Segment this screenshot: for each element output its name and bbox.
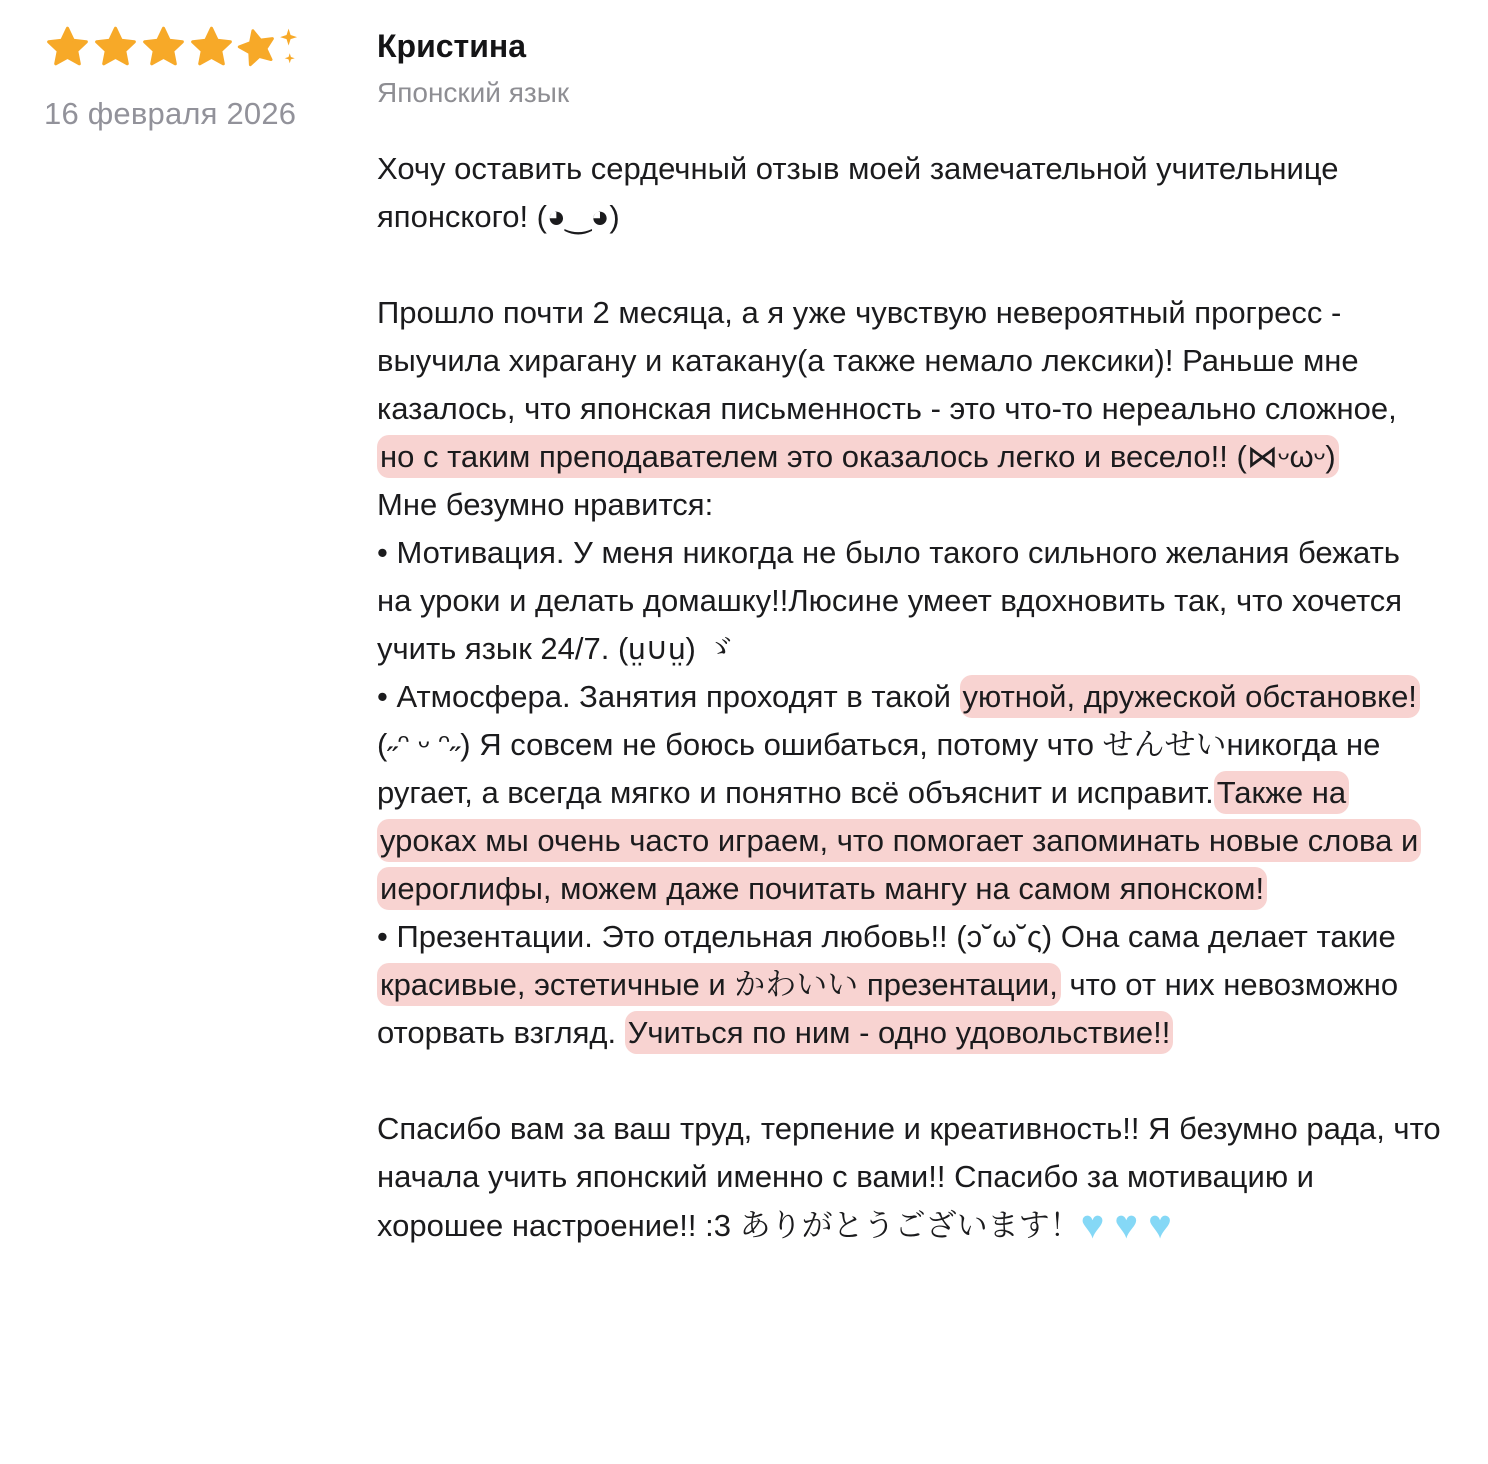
review-body <box>377 145 1442 1250</box>
review-text: • Мотивация. У меня никогда не было такого сильного желания бежать на уроки и делать домашку!!Люсине умеет вдохновить так, что хочется учить язык 24/7. (ṳ∪ṳ) ゞ <box>377 535 1403 666</box>
review-text: (˶ᵔ ᵕ ᵔ˶) Я совсем не боюсь ошибаться, потому что せんせいникогда не ругает, а всегда мягко и понятно всё объяснит и исправит. <box>377 727 1381 810</box>
review-meta-column <box>44 24 377 1250</box>
review-text: Хочу оставить сердечный отзыв моей замечательной учительнице японского! (◕‿◕) <box>377 151 1339 234</box>
review-content-column <box>377 24 1442 1250</box>
review-paragraph <box>377 1105 1442 1250</box>
review-paragraph <box>377 529 1442 673</box>
review-text: • Атмосфера. Занятия проходят в такой <box>377 679 960 714</box>
review-paragraph <box>377 673 1442 913</box>
review-paragraph <box>377 481 1442 529</box>
star-icon <box>140 24 187 71</box>
review-text: • Презентации. Это отдельная любовь!! (ɔ˘ω˘ς) Она сама делает такие <box>377 919 1396 954</box>
review-text: что от них невозможно оторвать взгляд. <box>377 967 1399 1050</box>
sparkle-star-icon <box>236 24 300 74</box>
star-icon <box>92 24 139 71</box>
star-rating <box>44 24 377 74</box>
highlighted-text: Учиться по ним - одно удовольствие!! <box>625 1011 1174 1054</box>
review-text: Прошло почти 2 месяца, а я уже чувствую невероятный прогресс - выучила хирагану и катакану(а также немало лексики)! Раньше мне казалось, что японская письменность - это что-то нереально сложное, <box>377 295 1397 426</box>
review-date: 16 февраля 2026 <box>44 96 297 131</box>
highlighted-text: но с таким преподавателем это оказалось легко и весело!! (⋈ᵕωᵕ) <box>377 435 1339 478</box>
review-subject: Японский язык <box>377 77 570 108</box>
star-icon <box>188 24 235 71</box>
highlighted-text: уютной, дружеской обстановке! <box>960 675 1420 718</box>
review-text: Мне безумно нравится: <box>377 487 714 522</box>
review-paragraph <box>377 289 1442 481</box>
review-paragraph <box>377 145 1442 241</box>
highlighted-text: Также на уроках мы очень часто играем, что помогает запоминать новые слова и иероглифы, можем даже почитать мангу на самом японском! <box>377 771 1421 910</box>
review-paragraph <box>377 913 1442 1057</box>
star-icon <box>44 24 91 71</box>
highlighted-text: красивые, эстетичные и かわいい презентации, <box>377 963 1061 1006</box>
light-blue-hearts-icon: ♥♥♥ <box>1080 1203 1182 1247</box>
reviewer-name: Кристина <box>377 28 527 64</box>
review-text: Спасибо вам за ваш труд, терпение и креативность!! Я безумно рада, что начала учить японский именно с вами!! Спасибо за мотивацию и хорошее настроение!! :3 ありがとうございます！ <box>377 1111 1441 1243</box>
